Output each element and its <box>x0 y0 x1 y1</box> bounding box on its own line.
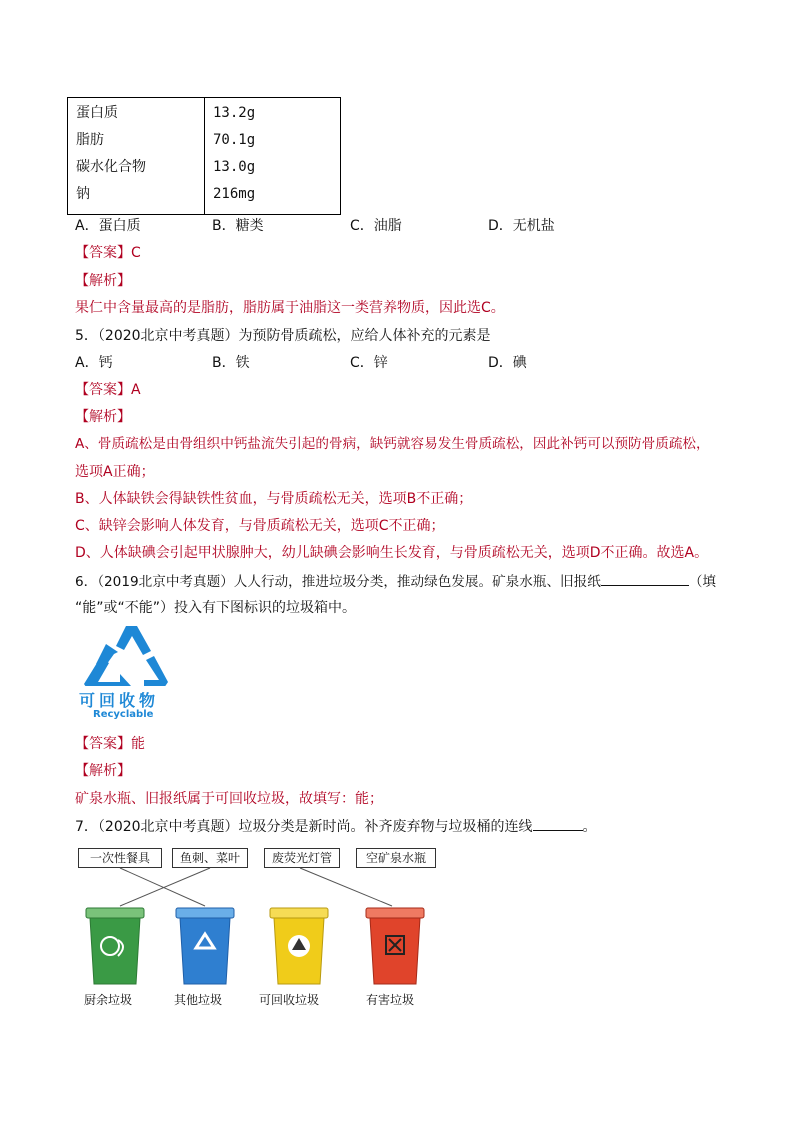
kitchen-bin-icon <box>84 906 146 988</box>
row-value-carb: 13.0g <box>213 159 256 175</box>
answer-value: 能 <box>131 736 145 752</box>
answer-value: A <box>131 382 141 398</box>
item-box-fluorescent-tube: 废荧光灯管 <box>264 848 340 868</box>
bin-label-kitchen: 厨余垃圾 <box>84 993 133 1007</box>
q5-analysis-line-5: D、人体缺碘会引起甲状腺肿大，幼儿缺碘会影响生长发育，与骨质疏松无关，选项D不正确。故选A。 <box>75 545 709 561</box>
logo-cn-text: 可回收物 <box>79 691 160 710</box>
bin-label-recyclable: 可回收垃圾 <box>259 993 320 1007</box>
row-name-fat: 脂肪 <box>76 132 104 148</box>
bin-hazardous-waste <box>364 906 426 992</box>
q5-stem: 5．（2020北京中考真题）为预防骨质疏松，应给人体补充的元素是 <box>75 328 491 344</box>
q5-option-b: B．铁 <box>212 355 250 371</box>
row-value-sodium: 216mg <box>213 186 256 202</box>
q7-stem-part1: 7．（2020北京中考真题）垃圾分类是新时尚。补齐废弃物与垃圾桶的连线 <box>75 819 533 835</box>
row-value-fat: 70.1g <box>213 132 256 148</box>
line-tube-to-hazardous <box>300 868 392 906</box>
q4-analysis: 果仁中含量最高的是脂肪，脂肪属于油脂这一类营养物质，因此选C。 <box>75 300 505 316</box>
q6-analysis: 矿泉水瓶、旧报纸属于可回收垃圾，故填写：能； <box>75 791 383 807</box>
q6-stem-part2: （填 <box>688 574 717 590</box>
q5-analysis-line-4: C、缺锌会影响人体发育，与骨质疏松无关，选项C不正确； <box>75 518 445 534</box>
q5-analysis-label: 【解析】 <box>75 409 131 425</box>
q5-option-d: D．碘 <box>488 355 527 371</box>
answer-label: 【答案】 <box>75 245 131 261</box>
other-bin-icon <box>174 906 236 988</box>
q4-analysis-label: 【解析】 <box>75 273 131 289</box>
q7-stem-part2: 。 <box>582 819 597 835</box>
q5-analysis-line-3: B、人体缺铁会得缺铁性贫血，与骨质疏松无关，选项B不正确； <box>75 491 473 507</box>
answer-value: C <box>131 245 141 261</box>
bin-label-other: 其他垃圾 <box>174 993 223 1007</box>
q4-option-a: A．蛋白质 <box>75 218 141 234</box>
q5-option-c: C．锌 <box>350 355 388 371</box>
row-value-protein: 13.2g <box>213 105 256 121</box>
item-box-disposable-tableware: 一次性餐具 <box>78 848 162 868</box>
q5-analysis-line-1: A、骨质疏松是由骨组织中钙盐流失引起的骨病，缺钙就容易发生骨质疏松，因此补钙可以预防骨质疏松， <box>75 436 710 452</box>
q4-option-b: B．糖类 <box>212 218 264 234</box>
row-name-sodium: 钠 <box>76 186 90 202</box>
item-box-fishbone-leaves: 鱼刺、菜叶 <box>172 848 248 868</box>
q4-option-d: D．无机盐 <box>488 218 555 234</box>
bin-label-hazardous: 有害垃圾 <box>366 993 415 1007</box>
q6-stem-part1: 6．（2019北京中考真题）人人行动，推进垃圾分类，推动绿色发展。矿泉水瓶、旧报纸 <box>75 574 601 590</box>
logo-en-text: Recyclable <box>93 709 154 720</box>
hazardous-bin-icon <box>364 906 426 988</box>
bin-other-waste <box>174 906 236 992</box>
q4-option-c: C．油脂 <box>350 218 402 234</box>
q6-stem-line-2: “能”或“不能”）投入有下图标识的垃圾箱中。 <box>75 600 357 616</box>
recyclable-bin-icon <box>268 906 330 988</box>
bin-kitchen-waste <box>84 906 146 992</box>
q5-analysis-line-2: 选项A正确； <box>75 464 155 480</box>
answer-label: 【答案】 <box>75 382 131 398</box>
q5-option-a: A．钙 <box>75 355 113 371</box>
row-name-carb: 碳水化合物 <box>76 159 146 175</box>
answer-label: 【答案】 <box>75 736 131 752</box>
q6-analysis-label: 【解析】 <box>75 763 131 779</box>
bin-recyclable-waste <box>268 906 330 992</box>
item-box-water-bottle: 空矿泉水瓶 <box>356 848 436 868</box>
row-name-protein: 蛋白质 <box>76 105 118 121</box>
